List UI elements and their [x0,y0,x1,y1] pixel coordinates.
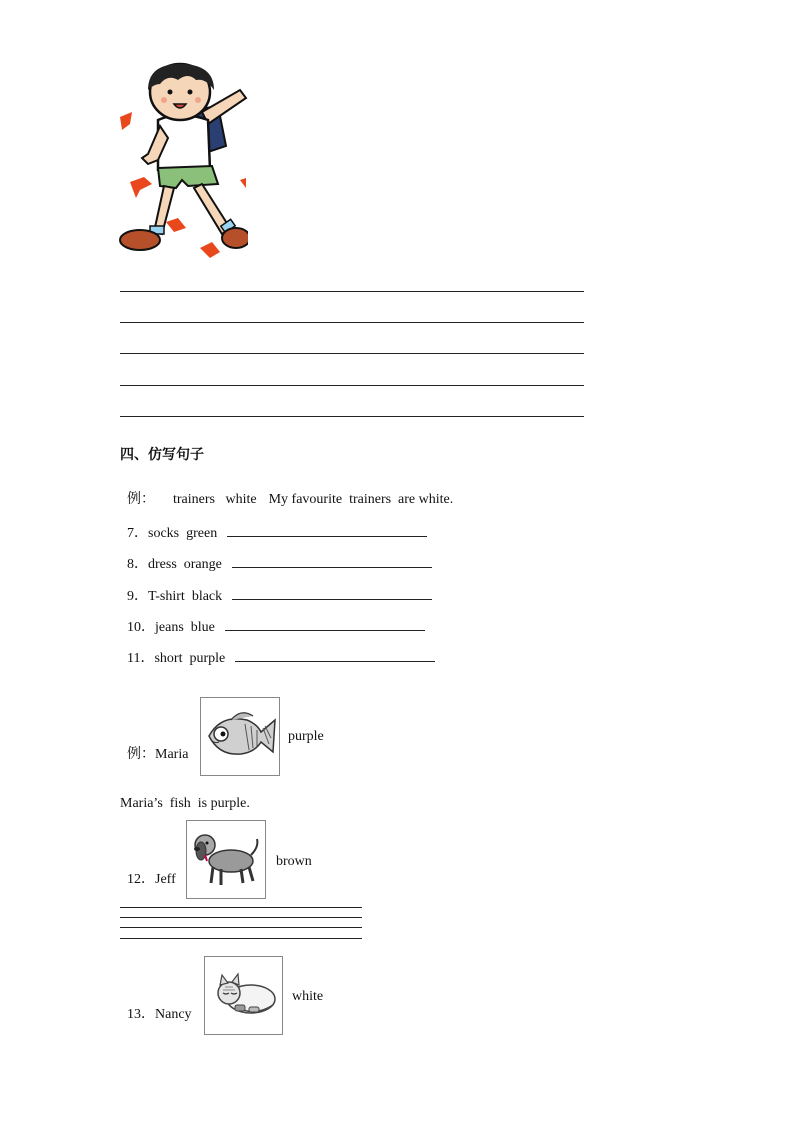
example-name: Maria [155,747,189,762]
exercise-item [120,629,435,668]
writing-line[interactable] [120,927,362,928]
item-words: socks green [148,526,218,541]
writing-line[interactable] [120,353,584,354]
exercise-item [120,853,176,889]
item-words: short purple [154,651,226,666]
writing-line[interactable] [120,322,584,323]
example-words: trainers white [173,492,257,507]
item-words: jeans blue [155,620,215,635]
item-number: 13． [127,1007,155,1022]
writing-line[interactable] [120,907,362,908]
example-sentence: Maria’s fish is purple. [120,796,250,811]
item-number: 7． [127,526,148,541]
leaf-icon [130,177,152,198]
item-number: 11． [127,651,155,666]
fish-picture-box [200,697,280,776]
leaf-icon [240,178,246,188]
item-words: dress orange [148,557,222,572]
leaf-icon [166,218,186,232]
example-prefix: 例： [127,747,155,762]
writing-line[interactable] [120,917,362,918]
leaf-icon [120,112,132,130]
dog-icon [187,821,265,898]
item-number: 9． [127,589,148,604]
example-color: purple [288,729,324,744]
writing-line[interactable] [120,385,584,386]
item-number: 8． [127,557,148,572]
boy-cartoon-illustration [118,62,248,262]
answer-blank[interactable] [235,647,435,662]
writing-line[interactable] [120,291,584,292]
example-prefix: 例： [127,492,155,507]
item-number: 12． [127,872,155,887]
leaf-icon [200,242,220,258]
cat-icon [205,957,282,1034]
dog-picture-box [186,820,266,899]
fish-icon [201,698,279,775]
item-words: T-shirt black [148,589,223,604]
writing-line[interactable] [120,416,584,417]
item-color: white [292,989,324,1004]
section-heading: 四、仿写句子 [120,447,204,463]
example-line [120,728,188,764]
cat-picture-box [204,956,283,1035]
example-sentence: My favourite trainers are white. [268,492,454,507]
exercise-item [120,988,192,1024]
answer-blank[interactable] [232,553,432,568]
item-color: brown [276,854,312,869]
item-name: Jeff [155,872,176,887]
writing-line[interactable] [120,938,362,939]
item-name: Nancy [155,1007,192,1022]
item-number: 10． [127,620,155,635]
